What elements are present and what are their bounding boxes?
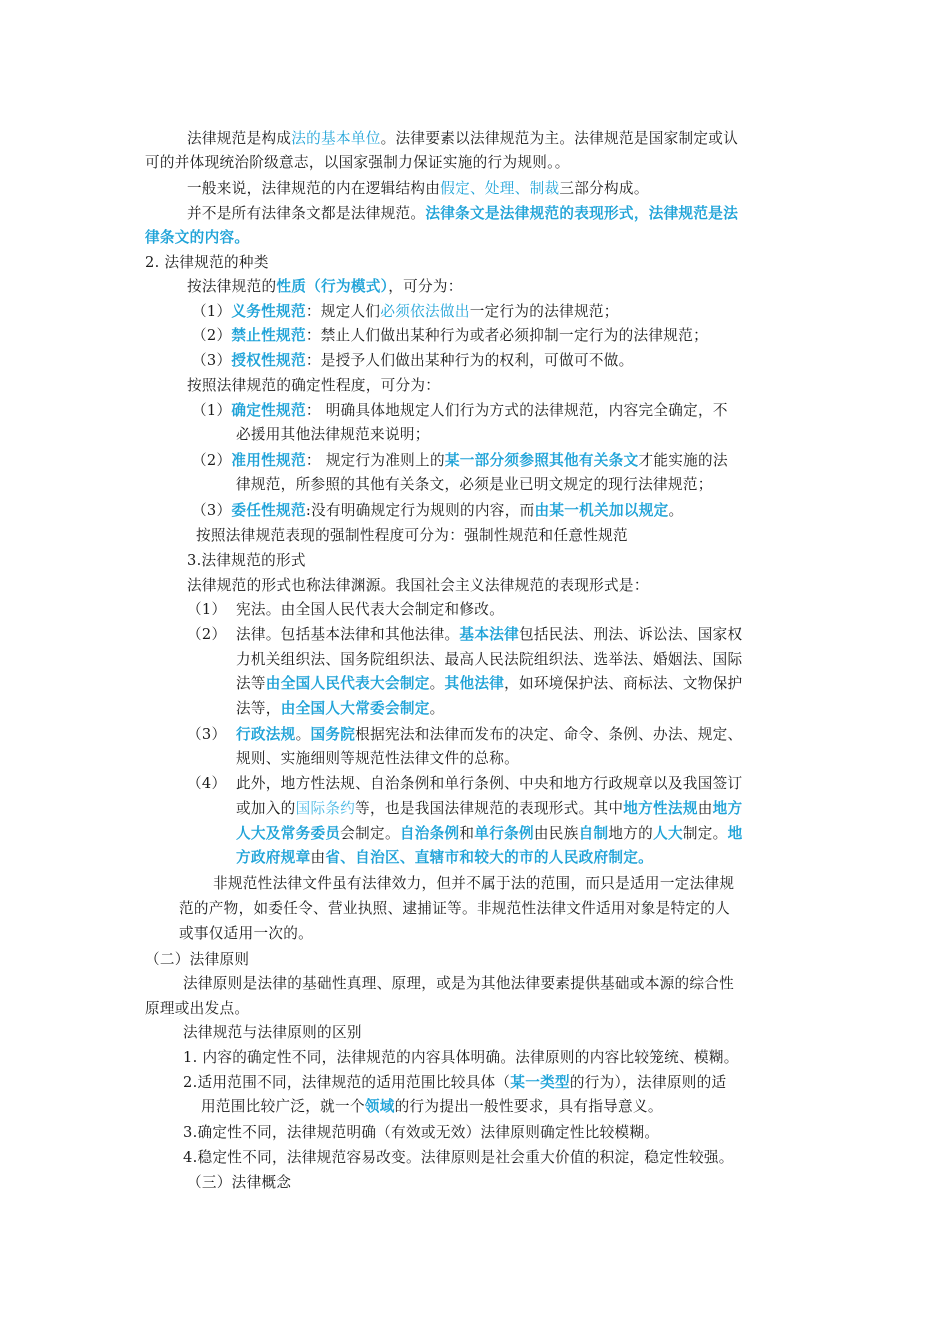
text-segment: 一定行为的法律规范； (469, 303, 619, 320)
highlighted-text: 自治条例 (399, 825, 460, 842)
text-segment: 法律规范与法律原则的区别 (183, 1024, 362, 1041)
text-segment: 法律。包括基本法律和其他法律。 (236, 626, 460, 643)
highlighted-text: 准用性规范 (231, 452, 306, 469)
highlighted-text: 由全国人大常委会制定 (280, 700, 430, 717)
text-line (187, 772, 226, 796)
text-segment: 。法律要素以法律规范为主。法律规范是国家制定或认 (380, 130, 739, 147)
highlighted-text: 地方 (712, 800, 743, 817)
text-segment: 由 (310, 849, 326, 866)
text-line (145, 226, 249, 250)
text-line (236, 623, 742, 647)
text-line (145, 948, 249, 972)
highlighted-text: 某一类型 (510, 1074, 570, 1091)
text-segment: 2. 法律规范的种类 (145, 254, 269, 271)
text-line (187, 574, 649, 598)
text-segment: （2） (192, 327, 232, 344)
text-line (236, 672, 742, 696)
text-segment: 一般来说，法律规范的内在逻辑结构由 (187, 180, 441, 197)
text-line (179, 922, 313, 946)
text-segment: 按法律规范的 (187, 278, 277, 295)
text-line (192, 349, 634, 373)
text-segment: （1） (187, 601, 227, 618)
text-line (187, 1171, 291, 1195)
text-line (179, 897, 730, 921)
text-segment: 由民族 (533, 825, 579, 842)
text-segment: 会制定。 (340, 825, 400, 842)
text-segment: 力机关组织法、国务院组织法、最高人民法院组织法、选举法、婚姻法、国际 (236, 651, 743, 668)
text-line (213, 872, 734, 896)
highlighted-text: 省、自治区、直辖市和较大的市的人民政府制定。 (325, 849, 654, 866)
highlighted-text: 地 (727, 825, 743, 842)
text-line (236, 697, 445, 721)
text-line (192, 399, 728, 423)
highlighted-text: 地方性法规 (623, 800, 698, 817)
highlighted-text: 单行条例 (474, 825, 534, 842)
text-segment: 。 (429, 675, 445, 692)
text-line (192, 449, 728, 473)
highlighted-text: 由某一机关加以规定 (534, 502, 669, 519)
text-segment: （3） (192, 352, 232, 369)
highlighted-text: 人大及常务委员 (236, 825, 341, 842)
highlighted-text: 基本法律 (459, 626, 519, 643)
text-segment: 。 (295, 726, 311, 743)
text-segment: 或加入的 (236, 800, 296, 817)
text-line (187, 598, 226, 622)
highlighted-text: 律条文的内容。 (145, 229, 250, 246)
text-line (236, 648, 742, 672)
text-line (145, 251, 269, 275)
text-segment: （2） (192, 452, 232, 469)
text-segment: 律规范，所参照的其他有关条文，必须是业已明文规定的现行法律规范； (236, 476, 713, 493)
highlighted-text: 自制 (578, 825, 609, 842)
text-segment: 原理或出发点。 (145, 1000, 250, 1017)
text-segment: 法律规范是构成 (187, 130, 292, 147)
highlighted-text: 由全国人民代表大会制定 (265, 675, 430, 692)
text-line (236, 473, 713, 497)
text-segment: （三）法律概念 (187, 1174, 292, 1191)
text-segment: 法等 (236, 675, 266, 692)
text-line (183, 1071, 726, 1095)
highlighted-text: 方政府规章 (236, 849, 311, 866)
text-line (145, 151, 570, 175)
text-segment: 可的并体现统治阶级意志，以国家强制力保证实施的行为规则。。 (145, 154, 570, 171)
highlighted-text: 国际条约 (295, 800, 356, 817)
text-line (236, 747, 519, 771)
highlighted-text: 必须依法做出 (380, 303, 470, 320)
text-segment: 规则、实施细则等规范性法律文件的总称。 (236, 750, 519, 767)
text-segment: 地方的 (608, 825, 654, 842)
text-segment: ：禁止人们做出某种行为或者必须抑制一定行为的法律规范； (305, 327, 708, 344)
text-segment: 法律原则是法律的基础性真理、原理，或是为其他法律要素提供基础或本源的综合性 (183, 975, 735, 992)
text-segment: 4.稳定性不同，法律规范容易改变。法律原则是社会重大价值的积淀，稳定性较强。 (183, 1149, 734, 1166)
text-line (187, 723, 226, 747)
text-segment: 。 (668, 502, 684, 519)
text-segment: 范的产物，如委任令、营业执照、逮捕证等。非规范性法律文件适用对象是特定的人 (179, 900, 731, 917)
text-segment: 。 (429, 700, 445, 717)
text-line (236, 772, 742, 796)
highlighted-text: 假定、处理、制裁 (440, 180, 560, 197)
text-segment: （3） (192, 502, 232, 519)
highlighted-text: 法律条文是法律规范的表现形式，法律规范是法 (425, 205, 739, 222)
highlighted-text: 委任性规范 (231, 502, 306, 519)
text-segment: 此外，地方性法规、自治条例和单行条例、中央和地方行政规章以及我国签订 (236, 775, 743, 792)
text-segment: 才能实施的法 (638, 452, 728, 469)
highlighted-text: 性质（行为模式） (276, 278, 389, 295)
text-segment: 按照法律规范的确定性程度，可分为： (187, 377, 441, 394)
text-segment: ： 规定行为准则上的 (305, 452, 445, 469)
text-segment: ：是授予人们做出某种行为的权利，可做可不做。 (305, 352, 634, 369)
text-segment: （1） (192, 402, 232, 419)
highlighted-text: 禁止性规范 (231, 327, 306, 344)
highlighted-text: 领域 (364, 1098, 395, 1115)
text-segment: （二）法律原则 (145, 951, 250, 968)
text-line (187, 177, 649, 201)
text-line (236, 846, 653, 870)
highlighted-text: 某一部分须参照其他有关条文 (444, 452, 639, 469)
text-line (187, 374, 440, 398)
text-segment: 非规范性法律文件虽有法律效力，但并不属于法的范围，而只是适用一定法律规 (213, 875, 735, 892)
text-segment: 1. 内容的确定性不同，法律规范的内容具体明确。法律原则的内容比较笼统、模糊。 (183, 1049, 739, 1066)
highlighted-text: 确定性规范 (231, 402, 306, 419)
highlighted-text: 人大 (653, 825, 683, 842)
text-line (183, 1121, 659, 1145)
text-segment: ，可分为： (388, 278, 463, 295)
text-line (236, 598, 504, 622)
text-line (187, 127, 738, 151)
text-segment: 法律规范的形式也称法律渊源。我国社会主义法律规范的表现形式是： (187, 577, 649, 594)
text-segment: 的行为），法律原则的适 (569, 1074, 727, 1091)
text-line (201, 1095, 663, 1119)
text-segment: 等，也是我国法律规范的表现形式。其中 (355, 800, 624, 817)
text-line (196, 524, 628, 548)
text-line (192, 499, 683, 523)
text-line (236, 797, 742, 821)
text-segment: （4） (187, 775, 227, 792)
highlighted-text: 授权性规范 (231, 352, 306, 369)
highlighted-text: 法的基本单位 (291, 130, 381, 147)
text-segment: 按照法律规范表现的强制性程度可分为：强制性规范和任意性规范 (196, 527, 628, 544)
text-segment: 由 (697, 800, 713, 817)
text-segment: 根据宪法和法律而发布的决定、命令、条例、办法、规定、 (355, 726, 743, 743)
highlighted-text: 义务性规范 (231, 303, 306, 320)
text-segment: ，如环境保护法、商标法、文物保护 (504, 675, 743, 692)
text-line (183, 1021, 362, 1045)
highlighted-text: 行政法规 (236, 726, 296, 743)
text-segment: ： 明确具体地规定人们行为方式的法律规范，内容完全确定，不 (305, 402, 728, 419)
text-segment: 宪法。由全国人民代表大会制定和修改。 (236, 601, 505, 618)
text-segment: 3.确定性不同，法律规范明确（有效或无效）法律原则确定性比较模糊。 (183, 1124, 660, 1141)
text-segment: 或事仅适用一次的。 (179, 925, 314, 942)
text-segment: 的行为提出一般性要求，具有指导意义。 (394, 1098, 663, 1115)
highlighted-text: 国务院 (310, 726, 356, 743)
text-line (187, 275, 463, 299)
text-segment: 法等， (236, 700, 281, 717)
text-line (187, 549, 306, 573)
text-segment: 必援用其他法律规范来说明； (236, 426, 430, 443)
text-line (183, 1146, 734, 1170)
text-line (236, 723, 742, 747)
text-segment: 制定。 (682, 825, 728, 842)
text-line (183, 972, 734, 996)
text-line (192, 300, 619, 324)
text-segment: （1） (192, 303, 232, 320)
text-segment: ：规定人们 (305, 303, 381, 320)
text-line (236, 423, 430, 447)
text-segment: :没有明确规定行为规则的内容，而 (305, 502, 535, 519)
text-line (183, 1046, 739, 1070)
text-segment: 和 (459, 825, 475, 842)
text-line (192, 324, 708, 348)
text-segment: 3.法律规范的形式 (187, 552, 306, 569)
text-segment: 并不是所有法律条文都是法律规范。 (187, 205, 426, 222)
text-segment: 用范围比较广泛，就一个 (201, 1098, 365, 1115)
highlighted-text: 其他法律 (444, 675, 505, 692)
text-line (187, 623, 226, 647)
text-segment: （2） (187, 626, 227, 643)
text-segment: 2.适用范围不同，法律规范的适用范围比较具体（ (183, 1074, 511, 1091)
text-line (145, 997, 249, 1021)
text-segment: （3） (187, 726, 227, 743)
text-line (236, 822, 742, 846)
text-segment: 三部分构成。 (559, 180, 649, 197)
text-line (187, 202, 738, 226)
text-segment: 包括民法、刑法、诉讼法、国家权 (519, 626, 743, 643)
